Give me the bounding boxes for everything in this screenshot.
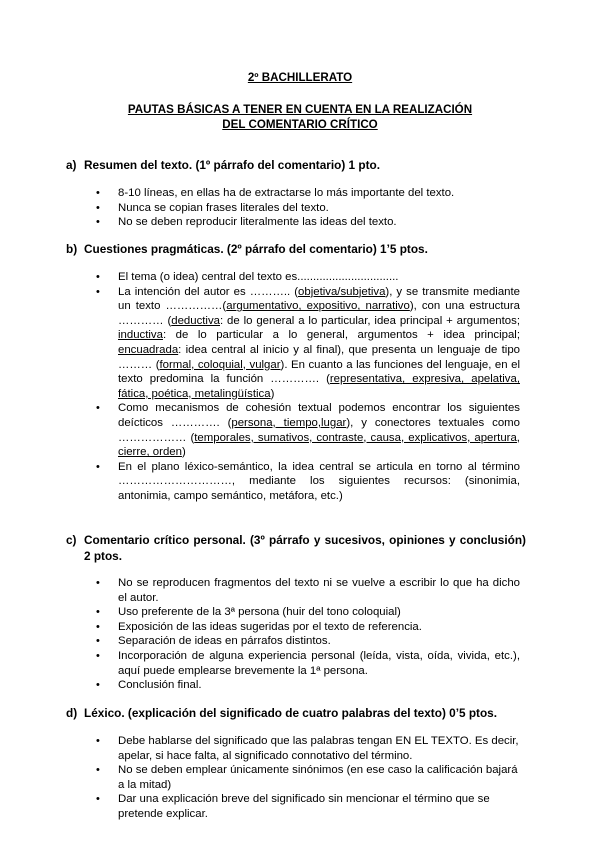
bullet-icon: • [96, 606, 100, 619]
list-item: • Incorporación de alguna experiencia personal (leída, vista, oída, vivida, etc.), aquí puede emplearse brevemente la 1ª persona. [96, 649, 520, 677]
list-item: • No se reproducen fragmentos del texto ni se vuelve a escribir lo que ha dicho el autor. [96, 577, 520, 604]
list-item: • Dar una explicación breve del significado sin mencionar el término que se pretende explicar. [96, 793, 490, 820]
section-d-list [94, 734, 522, 822]
document-title-line-2: DEL COMENTARIO CRÍTICO [222, 118, 378, 131]
document-title-line-1: PAUTAS BÁSICAS A TENER EN CUENTA EN LA REALIZACIÓN [127, 103, 473, 116]
list-item: • En el plano léxico-semántico, la idea central se articula en torno al término …………………………, mediante los siguientes recursos: (sinonimia, antonimia, campo semántico, metáfora, etc.) [96, 460, 520, 502]
bullet-icon: • [96, 187, 100, 199]
bullet-icon: • [96, 285, 100, 298]
section-c-title: Comentario crítico personal. (3º párrafo y sucesivos, opiniones y conclusión) 2 ptos. [84, 533, 526, 563]
list-item: • Conclusión final. [96, 679, 202, 692]
section-c-letter: c) [66, 533, 77, 547]
section-a-letter: a) [66, 158, 77, 172]
bullet-icon: • [96, 764, 100, 777]
list-item: • El tema (o idea) central del texto es................................ [96, 271, 399, 283]
bullet-icon: • [96, 201, 100, 214]
list-item: • Debe hablarse del significado que las palabras tengan EN EL TEXTO. Es decir, apelar, si hace falta, al significado connotativo del término. [96, 735, 519, 762]
bullet-icon: • [96, 577, 100, 589]
bullet-icon: • [96, 735, 100, 747]
section-a-title: Resumen del texto. (1º párrafo del comentario) 1 pto. [84, 158, 381, 172]
list-item: • Uso preferente de la 3ª persona (huir del tono coloquial) [96, 606, 401, 619]
bullet-icon: • [96, 793, 100, 806]
bullet-icon: • [96, 635, 100, 648]
bullet-icon: • [96, 216, 100, 229]
list-item: • Como mecanismos de cohesión textual podemos encontrar los siguientes deícticos …………. (persona, tiempo,lugar), y conectores textuales como ……………… (temporales, sumativos, contraste, causa, explicativos, apertura, cierre, orden) [96, 402, 520, 459]
bullet-icon: • [96, 402, 100, 415]
bullet-icon: • [96, 460, 100, 473]
bullet-icon: • [96, 620, 100, 633]
list-item: • Nunca se copian frases literales del texto. [96, 201, 329, 214]
section-d-letter: d) [66, 706, 78, 720]
list-item: • Exposición de las ideas sugeridas por el texto de referencia. [96, 620, 422, 633]
bullet-icon: • [96, 649, 100, 662]
section-c-list [94, 576, 520, 693]
section-d-title: Léxico. (explicación del significado de cuatro palabras del texto) 0’5 ptos. [84, 706, 498, 720]
course-level-heading: 2º BACHILLERATO [247, 71, 353, 84]
list-item: • No se deben emplear únicamente sinónimos (en ese caso la calificación bajará a la mitad) [96, 764, 518, 791]
bullet-icon: • [96, 679, 100, 692]
section-b-title: Cuestiones pragmáticas. (2º párrafo del comentario) 1’5 ptos. [84, 242, 428, 256]
list-item: • La intención del autor es ……….. (objetiva/subjetiva), y se transmite mediante un texto ……………(argumentativo, expositivo, narrativo), con una estructura ………… (deductiva: de lo general a lo particular, idea principal + argumentos; inductiva: de lo particular a lo general, argumentos + idea principal; encuadrada: idea central al inicio y al final), que presenta un lenguaje de tipo ……… (formal, coloquial, vulgar). En cuanto a las funciones del lenguaje, en el texto predomina la función …………. (representativa, expresiva, apelativa, fática, poética, metalingüística) [96, 285, 521, 400]
section-b-list [94, 270, 520, 504]
section-a-list [94, 186, 510, 230]
list-item: • 8-10 líneas, en ellas ha de extractarse lo más importante del texto. [96, 187, 455, 199]
bullet-icon: • [96, 271, 100, 283]
section-b-letter: b) [66, 242, 78, 256]
list-item: • No se deben reproducir literalmente las ideas del texto. [96, 216, 397, 229]
list-item: • Separación de ideas en párrafos distintos. [96, 635, 331, 648]
